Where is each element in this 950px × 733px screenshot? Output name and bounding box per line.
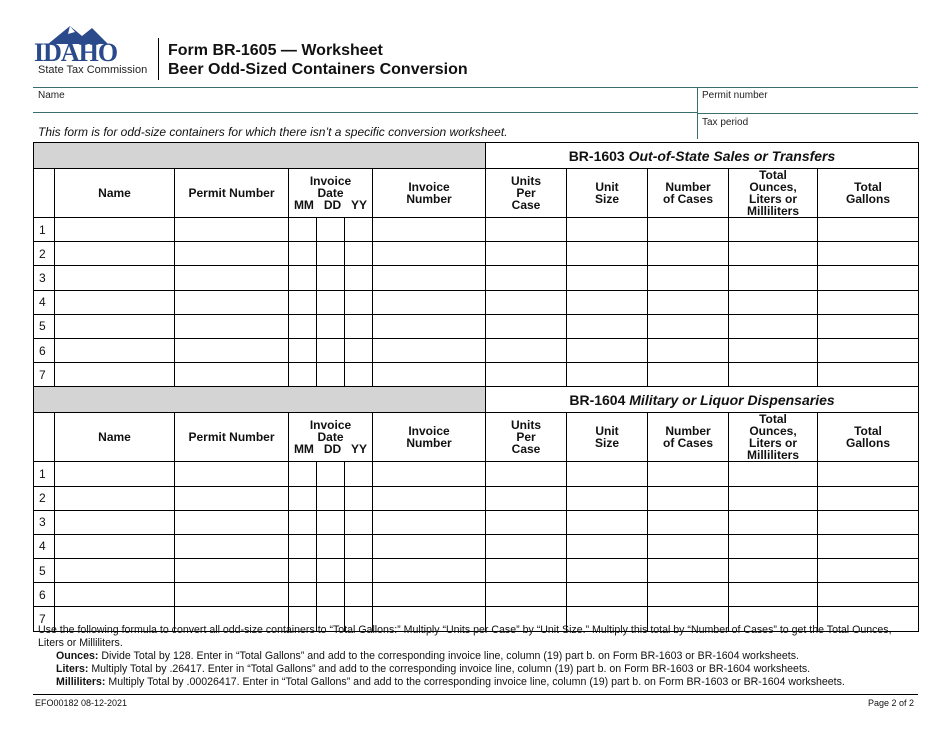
invoice-number-cell[interactable] (373, 559, 486, 583)
unit-size-cell[interactable] (567, 242, 648, 266)
number-of-cases-cell[interactable] (648, 534, 729, 558)
permit-cell[interactable] (175, 363, 289, 387)
row-number: 4 (34, 290, 55, 314)
unit-size-cell[interactable] (567, 218, 648, 242)
dd-label: DD (323, 198, 342, 212)
yy-cell[interactable] (345, 559, 373, 583)
milliliters-text: Multiply Total by .00026417. Enter in “Total Gallons” and add to the corresponding invoice line, column (19) part b. on Form BR-1603 or BR-1604 worksheets. (108, 676, 845, 688)
mm-cell[interactable] (289, 314, 317, 338)
header-divider (158, 38, 159, 80)
name-cell[interactable] (55, 218, 175, 242)
number-of-cases-cell[interactable] (648, 242, 729, 266)
dd-cell[interactable] (317, 218, 345, 242)
total-ounces-cell[interactable] (729, 510, 818, 534)
number-of-cases-cell[interactable] (648, 266, 729, 290)
table-row (34, 266, 919, 290)
mm-cell[interactable] (289, 462, 317, 486)
permit-cell[interactable] (175, 338, 289, 362)
section-title (486, 143, 919, 169)
yy-cell[interactable] (345, 486, 373, 510)
name-cell[interactable] (55, 510, 175, 534)
permit-cell[interactable] (175, 583, 289, 607)
worksheet-table-br1603 (33, 142, 919, 632)
col-invoice-number: Invoice Number (373, 413, 486, 462)
invoice-number-cell[interactable] (373, 363, 486, 387)
permit-cell[interactable] (175, 486, 289, 510)
row-number: 1 (34, 218, 55, 242)
form-title-line2: Beer Odd-Sized Containers Conversion (168, 61, 468, 78)
section-name: Military or Liquor Dispensaries (629, 391, 835, 408)
dd-cell[interactable] (317, 559, 345, 583)
tax-period-label: Tax period (702, 117, 749, 128)
yy-label: YY (351, 198, 368, 212)
units-per-case-cell[interactable] (486, 218, 567, 242)
mm-cell[interactable] (289, 290, 317, 314)
table-row (34, 314, 919, 338)
yy-cell[interactable] (345, 338, 373, 362)
row-number: 3 (34, 266, 55, 290)
section-title (486, 387, 919, 413)
permit-cell[interactable] (175, 290, 289, 314)
yy-cell[interactable] (345, 218, 373, 242)
invoice-number-cell[interactable] (373, 218, 486, 242)
mm-cell[interactable] (289, 218, 317, 242)
name-cell[interactable] (55, 363, 175, 387)
yy-label: YY (351, 442, 368, 457)
total-gallons-cell[interactable] (818, 486, 919, 510)
name-field[interactable] (40, 100, 690, 112)
row-number-header (34, 413, 55, 462)
total-gallons-cell[interactable] (818, 534, 919, 558)
col-name: Name (55, 413, 175, 462)
col-units-per-case: Units Per Case (486, 413, 567, 462)
instructions-intro: Use the following formula to convert all odd-size containers to “Total Gallons:” Multiply “Units per Case” by “Unit Size.” Multiply this total by “Number of Cases” to get the Total Ounces, Liters or Milliliters. (38, 624, 892, 649)
liters-label: Liters: (56, 663, 89, 675)
mm-cell[interactable] (289, 486, 317, 510)
page-number: Page 2 of 2 (867, 698, 914, 708)
dd-cell[interactable] (317, 266, 345, 290)
row-number: 5 (34, 559, 55, 583)
name-cell[interactable] (55, 266, 175, 290)
total-gallons-cell[interactable] (818, 266, 919, 290)
dd-cell[interactable] (317, 290, 345, 314)
total-gallons-cell[interactable] (818, 363, 919, 387)
name-cell[interactable] (55, 462, 175, 486)
total-gallons-cell[interactable] (818, 583, 919, 607)
name-label: Name (38, 90, 65, 101)
milliliters-label: Milliliters: (56, 676, 106, 688)
units-per-case-cell[interactable] (486, 559, 567, 583)
shaded-header-cell (34, 143, 486, 169)
mm-label: MM (293, 442, 314, 457)
invoice-number-cell[interactable] (373, 486, 486, 510)
col-unit-size: Unit Size (567, 169, 648, 218)
dd-cell[interactable] (317, 486, 345, 510)
number-of-cases-cell[interactable] (648, 462, 729, 486)
row-number: 1 (34, 462, 55, 486)
unit-size-cell[interactable] (567, 486, 648, 510)
units-per-case-cell[interactable] (486, 266, 567, 290)
col-total-ounces: Total Ounces, Liters or Milliliters (729, 169, 818, 218)
col-number-of-cases: Number of Cases (648, 169, 729, 218)
dd-cell[interactable] (317, 363, 345, 387)
total-ounces-cell[interactable] (729, 534, 818, 558)
yy-cell[interactable] (345, 363, 373, 387)
row-number: 2 (34, 486, 55, 510)
units-per-case-cell[interactable] (486, 583, 567, 607)
row-number: 4 (34, 534, 55, 558)
dd-cell[interactable] (317, 462, 345, 486)
invoice-number-cell[interactable] (373, 583, 486, 607)
yy-cell[interactable] (345, 242, 373, 266)
col-total-ounces: Total Ounces, Liters or Milliliters (729, 413, 818, 462)
number-of-cases-cell[interactable] (648, 486, 729, 510)
name-cell[interactable] (55, 583, 175, 607)
table-row (34, 486, 919, 510)
invoice-number-cell[interactable] (373, 510, 486, 534)
permit-cell[interactable] (175, 510, 289, 534)
number-of-cases-cell[interactable] (648, 363, 729, 387)
total-ounces-cell[interactable] (729, 338, 818, 362)
table-row (34, 218, 919, 242)
name-cell[interactable] (55, 314, 175, 338)
row-number: 2 (34, 242, 55, 266)
dd-cell[interactable] (317, 534, 345, 558)
name-cell[interactable] (55, 534, 175, 558)
total-ounces-cell[interactable] (729, 363, 818, 387)
number-of-cases-cell[interactable] (648, 559, 729, 583)
table-row (34, 338, 919, 362)
total-ounces-cell[interactable] (729, 290, 818, 314)
unit-size-cell[interactable] (567, 462, 648, 486)
footer-rule (33, 694, 918, 695)
col-invoice-number: Invoice Number (373, 169, 486, 218)
unit-size-cell[interactable] (567, 583, 648, 607)
liters-text: Multiply Total by .26417. Enter in “Total Gallons” and add to the corresponding invoice line, column (19) part b. on Form BR-1603 or BR-1604 worksheets. (91, 663, 811, 675)
row-number: 5 (34, 314, 55, 338)
form-id: EFO00182 08-12-2021 (35, 698, 128, 708)
total-gallons-cell[interactable] (818, 462, 919, 486)
col-total-gallons: Total Gallons (818, 413, 919, 462)
table-row (34, 510, 919, 534)
total-ounces-cell[interactable] (729, 218, 818, 242)
unit-size-cell[interactable] (567, 266, 648, 290)
permit-rule (697, 113, 918, 114)
units-per-case-cell[interactable] (486, 242, 567, 266)
col-permit-number: Permit Number (175, 169, 289, 218)
mm-label: MM (293, 198, 314, 212)
tax-period-field[interactable] (702, 127, 912, 139)
unit-size-cell[interactable] (567, 290, 648, 314)
yy-cell[interactable] (345, 462, 373, 486)
dd-cell[interactable] (317, 314, 345, 338)
permit-cell[interactable] (175, 462, 289, 486)
invoice-number-cell[interactable] (373, 266, 486, 290)
form-note: This form is for odd-size containers for which there isn’t a specific conversion worksheet. (38, 125, 508, 139)
total-ounces-cell[interactable] (729, 486, 818, 510)
invoice-number-cell[interactable] (373, 462, 486, 486)
instructions-ounces (38, 650, 918, 663)
total-gallons-cell[interactable] (818, 242, 919, 266)
invoice-date-label: Invoice Date (309, 174, 352, 200)
logo-text: IDAHO (34, 38, 118, 67)
invoice-number-cell[interactable] (373, 534, 486, 558)
unit-size-cell[interactable] (567, 314, 648, 338)
number-of-cases-cell[interactable] (648, 510, 729, 534)
section-code: BR-1603 (568, 147, 625, 164)
dd-cell[interactable] (317, 338, 345, 362)
permit-cell[interactable] (175, 218, 289, 242)
mm-cell[interactable] (289, 583, 317, 607)
permit-cell[interactable] (175, 314, 289, 338)
table-row (34, 559, 919, 583)
dd-cell[interactable] (317, 583, 345, 607)
permit-cell[interactable] (175, 559, 289, 583)
total-gallons-cell[interactable] (818, 510, 919, 534)
col-invoice-date (289, 413, 373, 462)
permit-cell[interactable] (175, 266, 289, 290)
units-per-case-cell[interactable] (486, 534, 567, 558)
form-title (168, 41, 468, 79)
field-divider (697, 87, 698, 139)
shaded-header-cell (34, 387, 486, 413)
invoice-date-label: Invoice Date (309, 418, 352, 445)
total-gallons-cell[interactable] (818, 559, 919, 583)
mm-cell[interactable] (289, 266, 317, 290)
table-row (34, 242, 919, 266)
top-rule (33, 87, 918, 88)
total-ounces-cell[interactable] (729, 462, 818, 486)
total-ounces-cell[interactable] (729, 583, 818, 607)
mm-cell[interactable] (289, 363, 317, 387)
section-name: Out-of-State Sales or Transfers (628, 147, 836, 164)
permit-cell[interactable] (175, 242, 289, 266)
table-row (34, 363, 919, 387)
permit-cell[interactable] (175, 534, 289, 558)
dd-cell[interactable] (317, 242, 345, 266)
name-cell[interactable] (55, 290, 175, 314)
unit-size-cell[interactable] (567, 534, 648, 558)
units-per-case-cell[interactable] (486, 290, 567, 314)
total-ounces-cell[interactable] (729, 242, 818, 266)
name-cell[interactable] (55, 338, 175, 362)
yy-cell[interactable] (345, 266, 373, 290)
row-number: 6 (34, 338, 55, 362)
number-of-cases-cell[interactable] (648, 338, 729, 362)
dd-cell[interactable] (317, 510, 345, 534)
row-number: 7 (34, 607, 55, 631)
name-cell[interactable] (55, 486, 175, 510)
number-of-cases-cell[interactable] (648, 218, 729, 242)
invoice-number-cell[interactable] (373, 290, 486, 314)
mm-cell[interactable] (289, 510, 317, 534)
invoice-number-cell[interactable] (373, 314, 486, 338)
yy-cell[interactable] (345, 510, 373, 534)
col-unit-size: Unit Size (567, 413, 648, 462)
form-title-line1: Form BR-1605 — Worksheet (168, 42, 383, 59)
unit-size-cell[interactable] (567, 338, 648, 362)
units-per-case-cell[interactable] (486, 510, 567, 534)
number-of-cases-cell[interactable] (648, 583, 729, 607)
unit-size-cell[interactable] (567, 363, 648, 387)
mm-cell[interactable] (289, 534, 317, 558)
yy-cell[interactable] (345, 583, 373, 607)
yy-cell[interactable] (345, 290, 373, 314)
logo-subtitle: State Tax Commission (38, 64, 148, 76)
col-number-of-cases: Number of Cases (648, 413, 729, 462)
ounces-text: Divide Total by 128. Enter in “Total Gallons” and add to the corresponding invoice line, column (19) part b. on Form BR-1603 or BR-1604 worksheets. (101, 650, 799, 662)
table-row (34, 290, 919, 314)
yy-cell[interactable] (345, 314, 373, 338)
name-rule (33, 112, 697, 113)
section-code: BR-1604 (569, 391, 626, 408)
col-units-per-case: Units Per Case (486, 169, 567, 218)
name-cell[interactable] (55, 242, 175, 266)
instructions (38, 624, 918, 689)
yy-cell[interactable] (345, 534, 373, 558)
mm-cell[interactable] (289, 242, 317, 266)
units-per-case-cell[interactable] (486, 338, 567, 362)
permit-number-label: Permit number (702, 90, 768, 101)
total-ounces-cell[interactable] (729, 314, 818, 338)
total-ounces-cell[interactable] (729, 559, 818, 583)
unit-size-cell[interactable] (567, 559, 648, 583)
table-row (34, 534, 919, 558)
units-per-case-cell[interactable] (486, 363, 567, 387)
row-number: 6 (34, 583, 55, 607)
mm-cell[interactable] (289, 338, 317, 362)
total-gallons-cell[interactable] (818, 218, 919, 242)
col-invoice-date (289, 169, 373, 218)
units-per-case-cell[interactable] (486, 462, 567, 486)
idaho-logo (30, 24, 155, 80)
total-gallons-cell[interactable] (818, 290, 919, 314)
row-number: 3 (34, 510, 55, 534)
ounces-label: Ounces: (56, 650, 99, 662)
instructions-liters (38, 663, 918, 676)
number-of-cases-cell[interactable] (648, 290, 729, 314)
dd-label: DD (323, 442, 342, 457)
total-ounces-cell[interactable] (729, 266, 818, 290)
row-number-header (34, 169, 55, 218)
invoice-number-cell[interactable] (373, 338, 486, 362)
unit-size-cell[interactable] (567, 510, 648, 534)
instructions-milliliters (38, 676, 918, 689)
total-gallons-cell[interactable] (818, 314, 919, 338)
col-name: Name (55, 169, 175, 218)
number-of-cases-cell[interactable] (648, 314, 729, 338)
name-cell[interactable] (55, 559, 175, 583)
permit-number-field[interactable] (702, 100, 912, 112)
units-per-case-cell[interactable] (486, 314, 567, 338)
units-per-case-cell[interactable] (486, 486, 567, 510)
mm-cell[interactable] (289, 559, 317, 583)
total-gallons-cell[interactable] (818, 338, 919, 362)
table-row (34, 462, 919, 486)
col-total-gallons: Total Gallons (818, 169, 919, 218)
table-row (34, 583, 919, 607)
col-permit-number: Permit Number (175, 413, 289, 462)
row-number: 7 (34, 363, 55, 387)
invoice-number-cell[interactable] (373, 242, 486, 266)
